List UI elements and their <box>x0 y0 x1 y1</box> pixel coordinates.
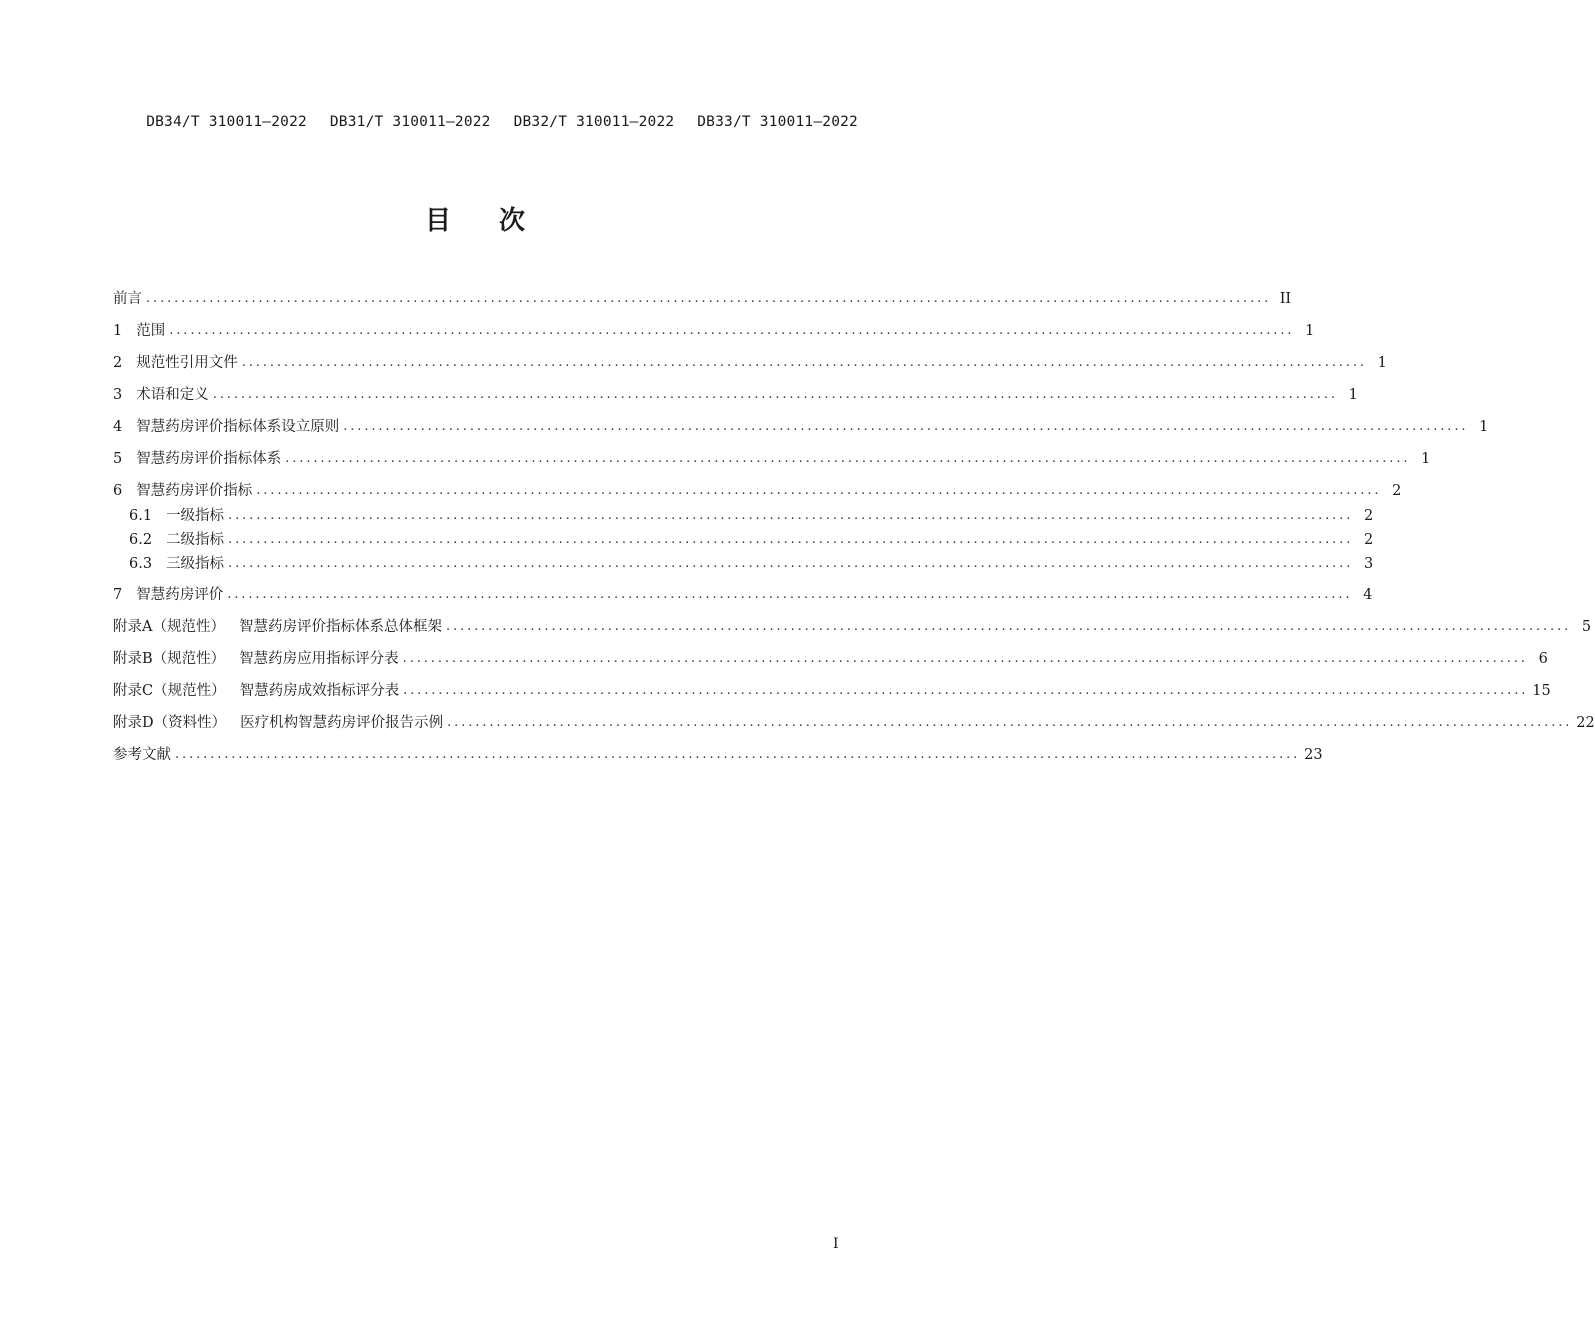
toc-entry-foreword[interactable]: 前言 ................................................................................................................................................................ II <box>113 287 859 311</box>
dot-leader: ................................................................................................................................................................ <box>256 483 1382 498</box>
dot-leader: ................................................................................................................................................................ <box>212 387 1338 402</box>
standard-code: DB33/T 310011—2022 <box>697 114 858 130</box>
toc-entry[interactable]: 6 智慧药房评价指标 ................................................................................................................................................................ 2 <box>113 479 859 503</box>
dot-leader: ................................................................................................................................................................ <box>402 651 1528 666</box>
dot-leader: ................................................................................................................................................................ <box>241 355 1367 370</box>
toc-entry-appendix-d[interactable]: 附录D（资料性） 医疗机构智慧药房评价报告示例 ................................................................................................................................................................ 22 <box>113 711 859 735</box>
dot-leader: ................................................................................................................................................................ <box>228 532 1354 547</box>
dot-leader: ................................................................................................................................................................ <box>285 451 1411 466</box>
dot-leader: ................................................................................................................................................................ <box>343 419 1469 434</box>
dot-leader: ................................................................................................................................................................ <box>228 508 1354 523</box>
toc-entry[interactable]: 3 术语和定义 ................................................................................................................................................................ 1 <box>113 383 859 407</box>
toc-subentry[interactable]: 6.3 三级指标 ................................................................................................................................................................ 3 <box>129 552 859 576</box>
toc-entry[interactable]: 1 范围 ................................................................................................................................................................ 1 <box>113 319 859 343</box>
toc-entry-references[interactable]: 参考文献 ................................................................................................................................................................ 23 <box>113 743 859 767</box>
dot-leader: ................................................................................................................................................................ <box>228 556 1354 571</box>
dot-leader: ................................................................................................................................................................ <box>175 747 1301 762</box>
toc-entry-appendix-a[interactable]: 附录A（规范性） 智慧药房评价指标体系总体框架 ................................................................................................................................................................ 5 <box>113 615 859 639</box>
dot-leader: ................................................................................................................................................................ <box>447 715 1573 730</box>
dot-leader: ................................................................................................................................................................ <box>403 683 1529 698</box>
standard-codes-header <box>132 114 858 130</box>
standard-code: DB31/T 310011—2022 <box>329 114 491 130</box>
toc-entry[interactable]: 7 智慧药房评价 ................................................................................................................................................................ 4 <box>113 583 859 607</box>
toc-entry-appendix-b[interactable]: 附录B（规范性） 智慧药房应用指标评分表 ................................................................................................................................................................ 6 <box>113 647 859 671</box>
dot-leader: ................................................................................................................................................................ <box>169 323 1295 338</box>
standard-code: DB32/T 310011—2022 <box>513 114 675 130</box>
dot-leader: ................................................................................................................................................................ <box>445 619 1572 634</box>
toc-subentry[interactable]: 6.1 一级指标 ................................................................................................................................................................ 2 <box>129 504 859 528</box>
toc-subentry[interactable]: 6.2 二级指标 ................................................................................................................................................................ 2 <box>129 528 859 552</box>
dot-leader: ................................................................................................................................................................ <box>227 587 1353 602</box>
toc-entry[interactable]: 5 智慧药房评价指标体系 ................................................................................................................................................................ 1 <box>113 447 859 471</box>
page-title: 目 次 <box>424 206 526 236</box>
toc-entry-appendix-c[interactable]: 附录C（规范性） 智慧药房成效指标评分表 ................................................................................................................................................................ 15 <box>113 679 859 703</box>
toc-entry[interactable]: 4 智慧药房评价指标体系设立原则 ................................................................................................................................................................ 1 <box>113 415 859 439</box>
toc-entry[interactable]: 2 规范性引用文件 ................................................................................................................................................................ 1 <box>113 351 859 375</box>
standard-code: DB34/T 310011—2022 <box>146 114 307 130</box>
page-number: I <box>833 1236 839 1252</box>
dot-leader: ................................................................................................................................................................ <box>146 291 1272 306</box>
